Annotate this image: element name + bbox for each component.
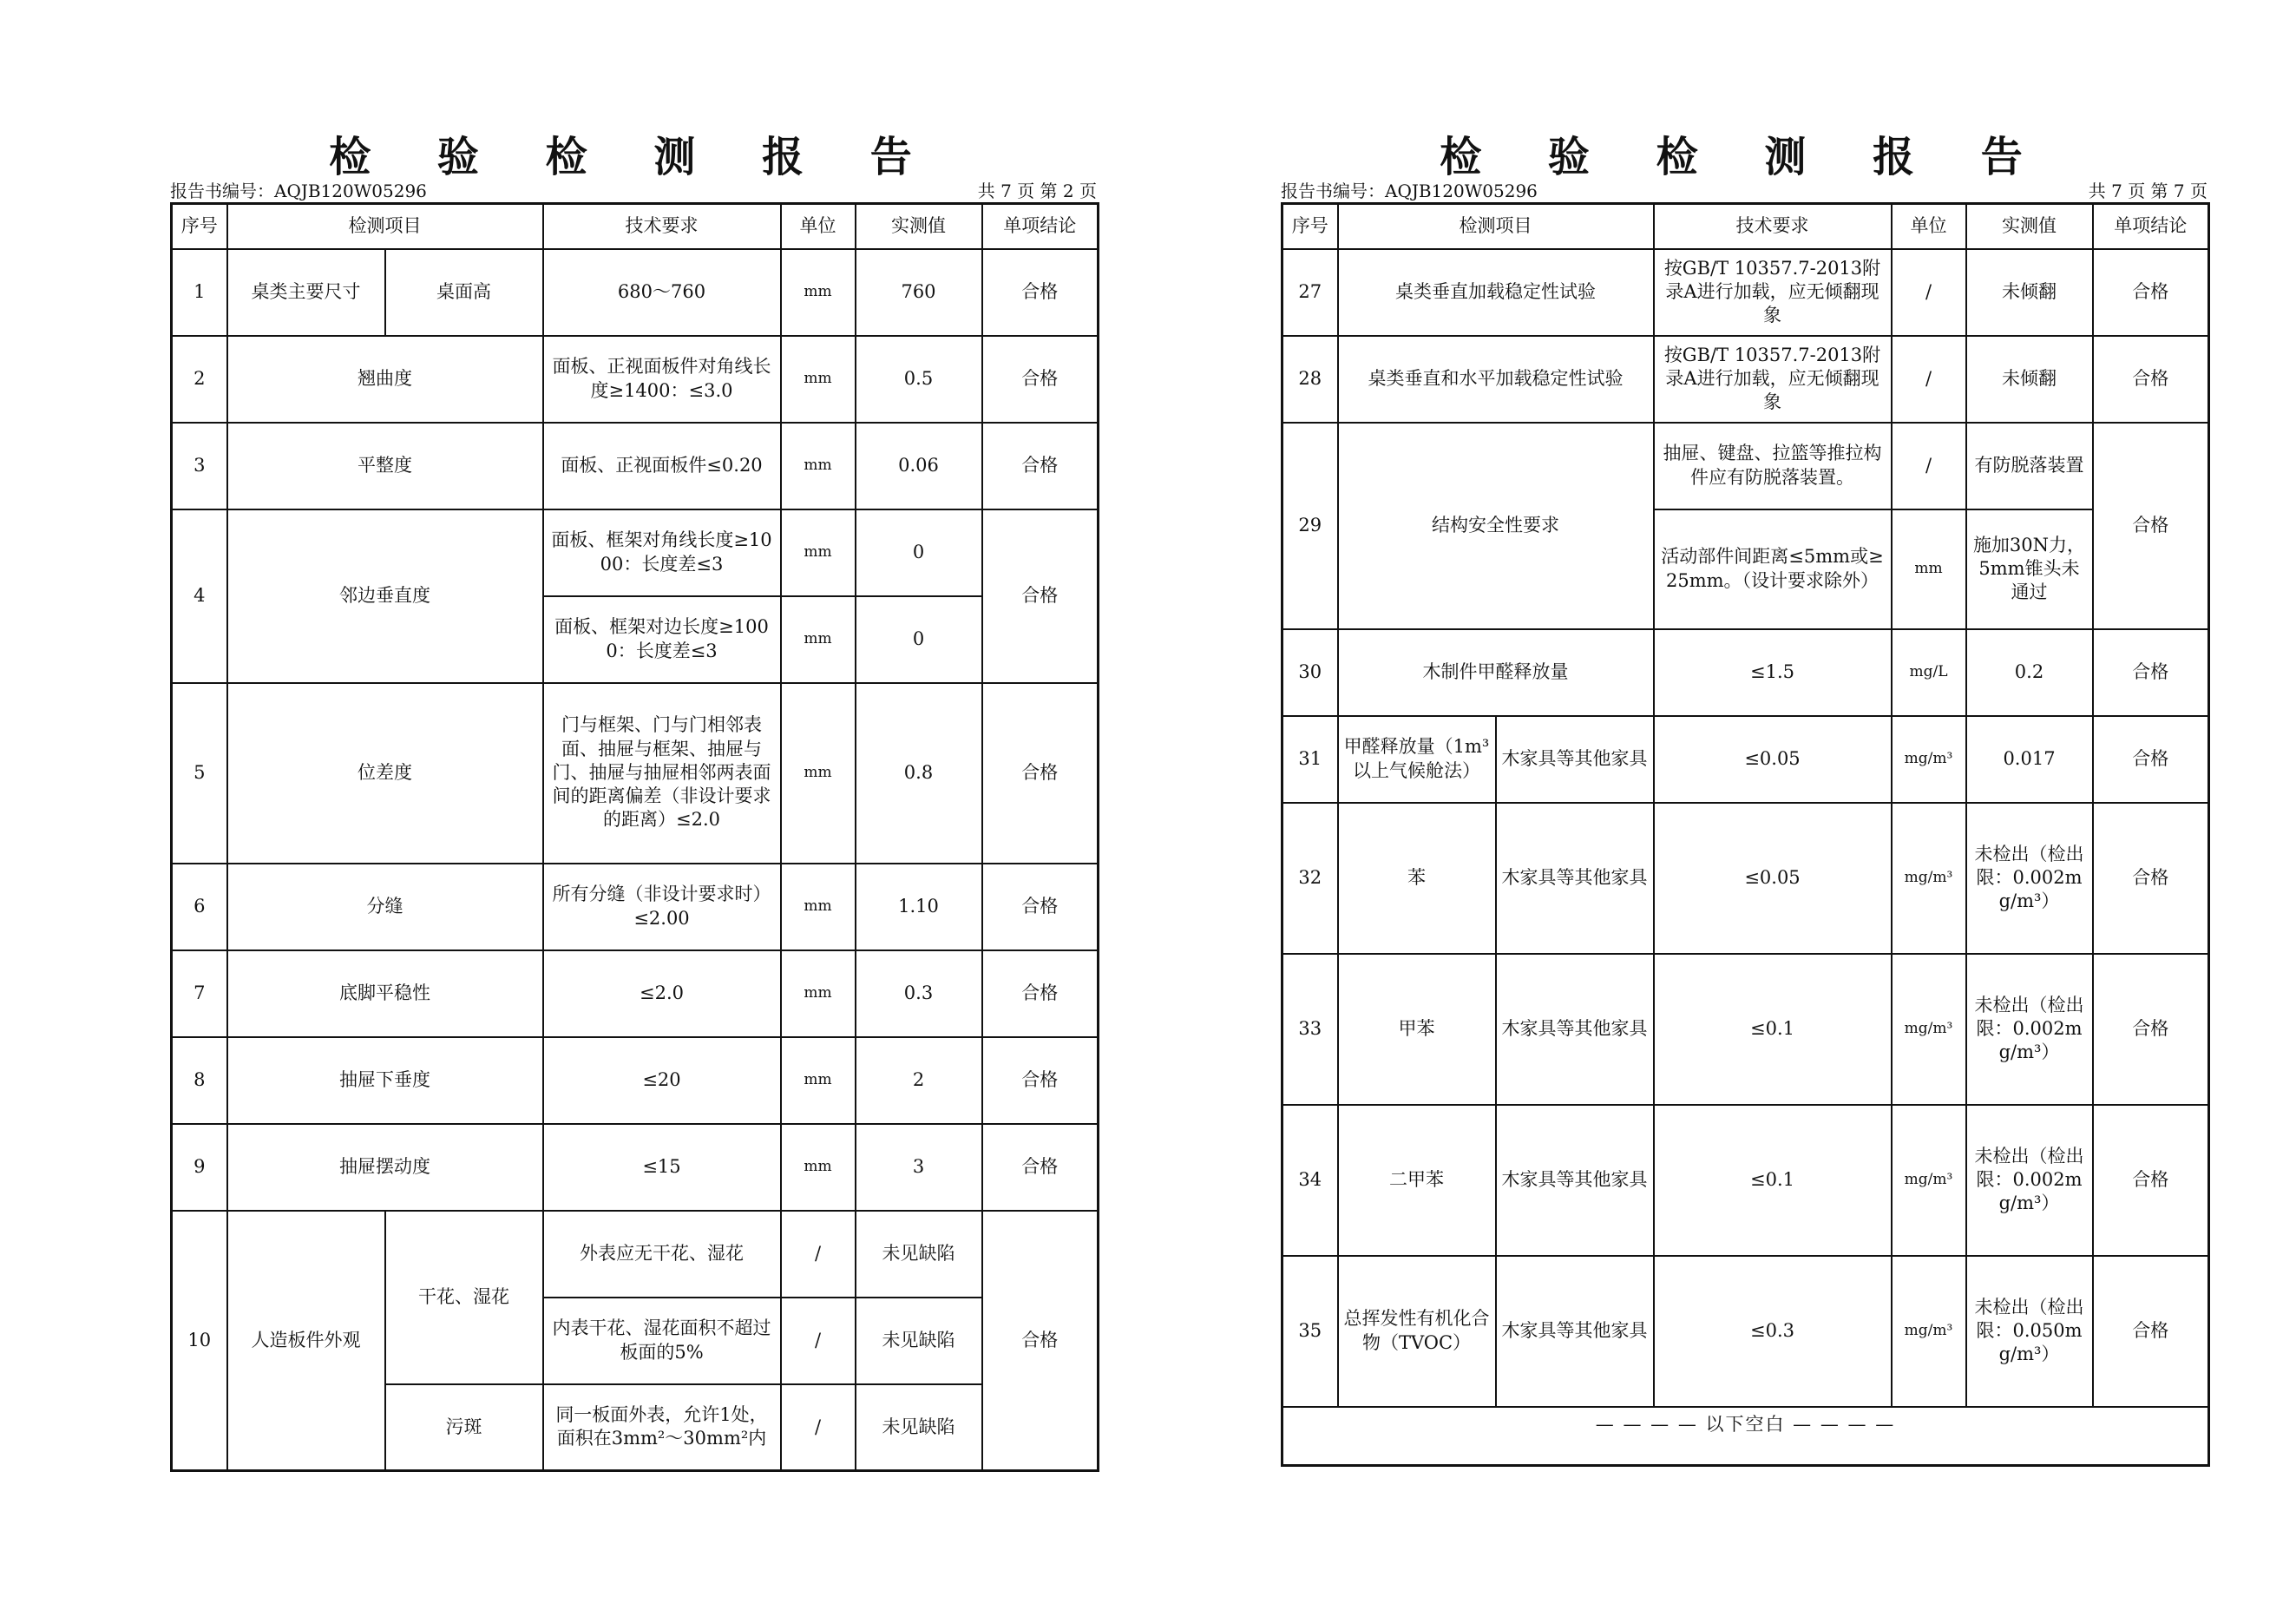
requirement-cell: 面板、框架对边长度≥1000：长度差≤3 [543,596,781,683]
value-cell: 0.06 [856,423,982,509]
requirement-cell: 外表应无干花、湿花 [543,1211,781,1298]
table-header-row [172,204,1099,249]
row-number: 1 [172,249,227,336]
unit-cell: mm [781,683,856,864]
unit-cell: / [1892,423,1966,509]
row-number: 7 [172,950,227,1037]
item-cell: 邻边垂直度 [227,509,543,683]
table-row [172,423,1099,509]
row-number: 33 [1282,954,1338,1105]
header-cell: 技术要求 [543,204,781,249]
requirement-cell: ≤0.3 [1654,1256,1892,1407]
value-cell: 未见缺陷 [856,1298,982,1384]
table-row [1282,716,2209,803]
result-cell: 合格 [982,950,1099,1037]
table-row [172,864,1099,950]
requirement-cell: 面板、正视面板件对角线长度≥1400：≤3.0 [543,336,781,423]
unit-cell: mm [781,950,856,1037]
table-row [172,336,1099,423]
item-cell: 平整度 [227,423,543,509]
unit-cell: mm [1892,509,1966,629]
value-cell: 0.2 [1966,629,2093,716]
report-meta [1281,177,2207,202]
report-number: 报告书编号：AQJB120W05296 [1281,181,1538,201]
header-cell: 技术要求 [1654,204,1892,249]
result-cell: 合格 [982,683,1099,864]
result-cell: 合格 [982,1211,1099,1471]
unit-cell: / [1892,249,1966,336]
header-cell: 单位 [1892,204,1966,249]
sub-item-cell: 干花、湿花 [385,1211,543,1384]
item-cell: 结构安全性要求 [1338,423,1654,629]
item-cell: 翘曲度 [227,336,543,423]
unit-cell: mm [781,1124,856,1211]
unit-cell: / [781,1298,856,1384]
item-cell: 抽屉下垂度 [227,1037,543,1124]
page-info: 共 7 页 第 2 页 [977,181,1097,201]
value-cell: 0.5 [856,336,982,423]
result-cell: 合格 [2093,336,2209,423]
result-cell: 合格 [982,423,1099,509]
header-cell: 检测项目 [1338,204,1654,249]
item-cell: 木制件甲醛释放量 [1338,629,1654,716]
header-cell: 实测值 [1966,204,2093,249]
result-cell: 合格 [982,864,1099,950]
unit-cell: mg/m³ [1892,716,1966,803]
item-cell: 桌类垂直加载稳定性试验 [1338,249,1654,336]
unit-cell: mm [781,249,856,336]
table-row [1282,1256,2209,1407]
table-header-row [1282,204,2209,249]
sub-item-cell: 木家具等其他家具 [1496,803,1654,954]
table-row [172,950,1099,1037]
value-cell: 未倾翻 [1966,336,2093,423]
item-cell: 人造板件外观 [227,1211,385,1471]
requirement-cell: 面板、框架对角线长度≥1000：长度差≤3 [543,509,781,596]
blank-below-row [1282,1407,2209,1466]
result-cell: 合格 [982,249,1099,336]
value-cell: 1.10 [856,864,982,950]
inspection-table [1281,202,2210,1467]
table-row [172,1211,1099,1298]
value-cell: 未检出（检出限：0.002mg/m³） [1966,803,2093,954]
header-cell: 序号 [1282,204,1338,249]
item-cell: 甲醛释放量（1m³以上气候舱法） [1338,716,1496,803]
row-number: 35 [1282,1256,1338,1407]
item-cell: 抽屉摆动度 [227,1124,543,1211]
requirement-cell: 面板、正视面板件≤0.20 [543,423,781,509]
unit-cell: mg/m³ [1892,1105,1966,1256]
result-cell: 合格 [982,336,1099,423]
result-cell: 合格 [982,1124,1099,1211]
sub-item-cell: 木家具等其他家具 [1496,1105,1654,1256]
row-number: 5 [172,683,227,864]
unit-cell: mg/m³ [1892,954,1966,1105]
value-cell: 未见缺陷 [856,1211,982,1298]
value-cell: 0 [856,596,982,683]
unit-cell: mg/m³ [1892,803,1966,954]
sub-item-cell: 木家具等其他家具 [1496,954,1654,1105]
row-number: 29 [1282,423,1338,629]
inspection-table [170,202,1099,1472]
result-cell: 合格 [2093,803,2209,954]
unit-cell: / [781,1211,856,1298]
value-cell: 有防脱落装置 [1966,423,2093,509]
unit-cell: mm [781,423,856,509]
item-cell: 甲苯 [1338,954,1496,1105]
value-cell: 3 [856,1124,982,1211]
item-cell: 苯 [1338,803,1496,954]
requirement-cell: ≤1.5 [1654,629,1892,716]
result-cell: 合格 [982,509,1099,683]
value-cell: 760 [856,249,982,336]
requirement-cell: ≤2.0 [543,950,781,1037]
row-number: 10 [172,1211,227,1471]
header-cell: 单位 [781,204,856,249]
table-row [1282,1105,2209,1256]
table-row [172,509,1099,596]
requirement-cell: 按GB/T 10357.7-2013附录A进行加载，应无倾翻现象 [1654,336,1892,423]
header-cell: 检测项目 [227,204,543,249]
result-cell: 合格 [2093,1256,2209,1407]
table-row [172,1124,1099,1211]
header-cell: 实测值 [856,204,982,249]
requirement-cell: 抽屉、键盘、拉篮等推拉构件应有防脱落装置。 [1654,423,1892,509]
requirement-cell: ≤0.05 [1654,716,1892,803]
blank-below-text: — — — — 以下空白 — — — — [1282,1407,2209,1466]
row-number: 30 [1282,629,1338,716]
value-cell: 0.8 [856,683,982,864]
item-cell: 二甲苯 [1338,1105,1496,1256]
requirement-cell: ≤0.1 [1654,1105,1892,1256]
requirement-cell: 同一板面外表，允许1处，面积在3mm²～30mm²内 [543,1384,781,1471]
row-number: 2 [172,336,227,423]
sub-item-cell: 污斑 [385,1384,543,1471]
value-cell: 未检出（检出限：0.050mg/m³） [1966,1256,2093,1407]
header-cell: 单项结论 [2093,204,2209,249]
item-cell: 桌类垂直和水平加载稳定性试验 [1338,336,1654,423]
unit-cell: mm [781,864,856,950]
table-row [172,683,1099,864]
row-number: 28 [1282,336,1338,423]
table-row [1282,249,2209,336]
result-cell: 合格 [2093,1105,2209,1256]
table-row [1282,423,2209,509]
requirement-cell: ≤0.05 [1654,803,1892,954]
unit-cell: / [781,1384,856,1471]
report-title: 检 验 检 测 报 告 [1440,133,2049,181]
report-title: 检 验 检 测 报 告 [329,133,938,181]
report-number: 报告书编号：AQJB120W05296 [170,181,427,201]
value-cell: 施加30N力，5mm锥头未通过 [1966,509,2093,629]
unit-cell: mg/m³ [1892,1256,1966,1407]
item-cell: 底脚平稳性 [227,950,543,1037]
item-cell: 位差度 [227,683,543,864]
requirement-cell: 活动部件间距离≤5mm或≥25mm。（设计要求除外） [1654,509,1892,629]
header-cell: 序号 [172,204,227,249]
value-cell: 0.017 [1966,716,2093,803]
row-number: 6 [172,864,227,950]
requirement-cell: ≤0.1 [1654,954,1892,1105]
value-cell: 未见缺陷 [856,1384,982,1471]
header-cell: 单项结论 [982,204,1099,249]
row-number: 27 [1282,249,1338,336]
row-number: 32 [1282,803,1338,954]
unit-cell: / [1892,336,1966,423]
result-cell: 合格 [982,1037,1099,1124]
value-cell: 未检出（检出限：0.002mg/m³） [1966,954,2093,1105]
unit-cell: mm [781,509,856,596]
unit-cell: mg/L [1892,629,1966,716]
page-info: 共 7 页 第 7 页 [2088,181,2207,201]
requirement-cell: ≤15 [543,1124,781,1211]
value-cell: 未倾翻 [1966,249,2093,336]
result-cell: 合格 [2093,954,2209,1105]
row-number: 3 [172,423,227,509]
value-cell: 2 [856,1037,982,1124]
row-number: 34 [1282,1105,1338,1256]
requirement-cell: 680～760 [543,249,781,336]
requirement-cell: 内表干花、湿花面积不超过板面的5% [543,1298,781,1384]
table-row [1282,336,2209,423]
result-cell: 合格 [2093,629,2209,716]
value-cell: 0 [856,509,982,596]
row-number: 4 [172,509,227,683]
value-cell: 0.3 [856,950,982,1037]
unit-cell: mm [781,596,856,683]
unit-cell: mm [781,1037,856,1124]
table-row [172,249,1099,336]
table-row [1282,803,2209,954]
item-cell: 总挥发性有机化合物（TVOC） [1338,1256,1496,1407]
requirement-cell: 按GB/T 10357.7-2013附录A进行加载，应无倾翻现象 [1654,249,1892,336]
result-cell: 合格 [2093,249,2209,336]
report-meta [170,177,1097,202]
unit-cell: mm [781,336,856,423]
row-number: 9 [172,1124,227,1211]
result-cell: 合格 [2093,716,2209,803]
value-cell: 未检出（检出限：0.002mg/m³） [1966,1105,2093,1256]
requirement-cell: 所有分缝（非设计要求时）≤2.00 [543,864,781,950]
row-number: 31 [1282,716,1338,803]
item-cell: 分缝 [227,864,543,950]
item-cell: 桌类主要尺寸 [227,249,385,336]
table-row [1282,954,2209,1105]
sub-item-cell: 木家具等其他家具 [1496,716,1654,803]
table-row [172,1037,1099,1124]
row-number: 8 [172,1037,227,1124]
table-row [1282,629,2209,716]
requirement-cell: 门与框架、门与门相邻表面、抽屉与框架、抽屉与门、抽屉与抽屉相邻两表面间的距离偏差（非设计要求的距离）≤2.0 [543,683,781,864]
sub-item-cell: 木家具等其他家具 [1496,1256,1654,1407]
sub-item-cell: 桌面高 [385,249,543,336]
requirement-cell: ≤20 [543,1037,781,1124]
result-cell: 合格 [2093,423,2209,629]
